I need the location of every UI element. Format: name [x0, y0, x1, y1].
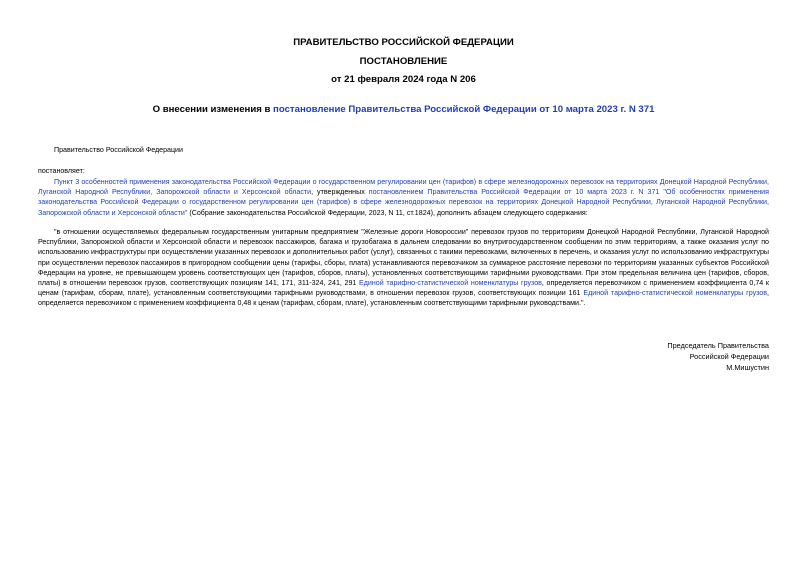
issuer-line: Правительство Российской Федерации — [54, 146, 183, 154]
decides-line: постановляет: — [38, 167, 85, 175]
signature-name: М.Мишустин — [726, 363, 769, 372]
link-etsng-1[interactable]: Единой тарифно-статистической номенклатуры грузов — [359, 279, 542, 288]
paragraph-amendment — [38, 177, 769, 218]
p1-text-1: , утвержденных — [311, 188, 369, 197]
signature-block — [667, 340, 769, 373]
p2-text-3: , определяется перевозчиком с применением коэффициента 0,48 к ценам (тарифам, сборам, плате), установленным соответствующими тарифными руководствами.". — [38, 289, 769, 308]
p2-text-1: "в отношении осуществляемых федеральным государственным унитарным предприятием "Железные дороги Новороссии" перевозок грузов по территориям Донецкой Народной Республики, Луганской Народной Республики, Запорожской области и Херсонской области и перевозок пассажиров, багажа и грузобагажа в дальнем следовании во внутригосударственном сообщении по этим территориям, а также оказания услуг по использованию инфраструктуры при осуществлении указанных перевозок и дополнительных работ (услуг), связанных с такими перевозками, включенных в перечень, и оказания услуг по использованию инфраструктуры при осуществлении перевозок пассажиров в пригородном сообщении цены (тарифы, сборы, плата) устанавливаются перевозчиком за суммарное расстояние перевозки по территориям указанных субъектов Российской Федерации на уровне, не превышающем уровень соответствующих цен (тарифов, сборов, платы), установленных соответствующими тарифными руководствами. При этом предельная величина цен (тарифов, сборов, платы) в отношении перевозок грузов, соответствующих позициям 141, 171, 311-324, 241, 291 — [38, 228, 769, 288]
signature-organization: Российской Федерации — [689, 352, 769, 361]
link-point-3-features[interactable]: Пункт 3 особенностей применения законодательства Российской Федерации о государственном регулировании цен (тарифов) в сфере железнодорожных перевозок на территориях Донецкой Народной Республики, Луганской Народной Республики, Запорожской области и Херсонской области — [38, 178, 769, 197]
government-heading: ПРАВИТЕЛЬСТВО РОССИЙСКОЙ ФЕДЕРАЦИИ — [293, 37, 514, 48]
document-type: ПОСТАНОВЛЕНИЕ — [359, 56, 448, 67]
title-link-resolution-371[interactable]: постановление Правительства Российской Федерации от 10 марта 2023 г. N 371 — [273, 104, 655, 115]
p1-text-2: (Собрание законодательства Российской Федерации, 2023, N 11, ст.1824), дополнить абзацем следующего содержания: — [187, 208, 588, 217]
paragraph-new-text — [38, 227, 769, 309]
signature-position: Председатель Правительства — [667, 341, 769, 350]
p2-text-2: , определяется перевозчиком с применением коэффициента 0,74 к ценам (тарифам, сборам, плате), установленным соответствующими тарифными руководствами, в отношении перевозок грузов, соответствующих позиции 161 — [38, 279, 769, 298]
title-prefix: О внесении изменения в — [152, 104, 274, 115]
document-date-number: от 21 февраля 2024 года N 206 — [331, 74, 476, 85]
link-resolution-371[interactable]: постановлением Правительства Российской Федерации от 10 марта 2023 г. N 371 "Об особенностях применения законодательства Российской Федерации о государственном регулировании цен (тарифов) в сфере железнодорожных перевозок на территориях Донецкой Народной Республики, Луганской Народной Республики, Запорожской области и Херсонской области" — [38, 188, 769, 217]
document-title — [0, 104, 807, 115]
link-etsng-2[interactable]: Единой тарифно-статистической номенклатуры грузов — [583, 289, 768, 298]
